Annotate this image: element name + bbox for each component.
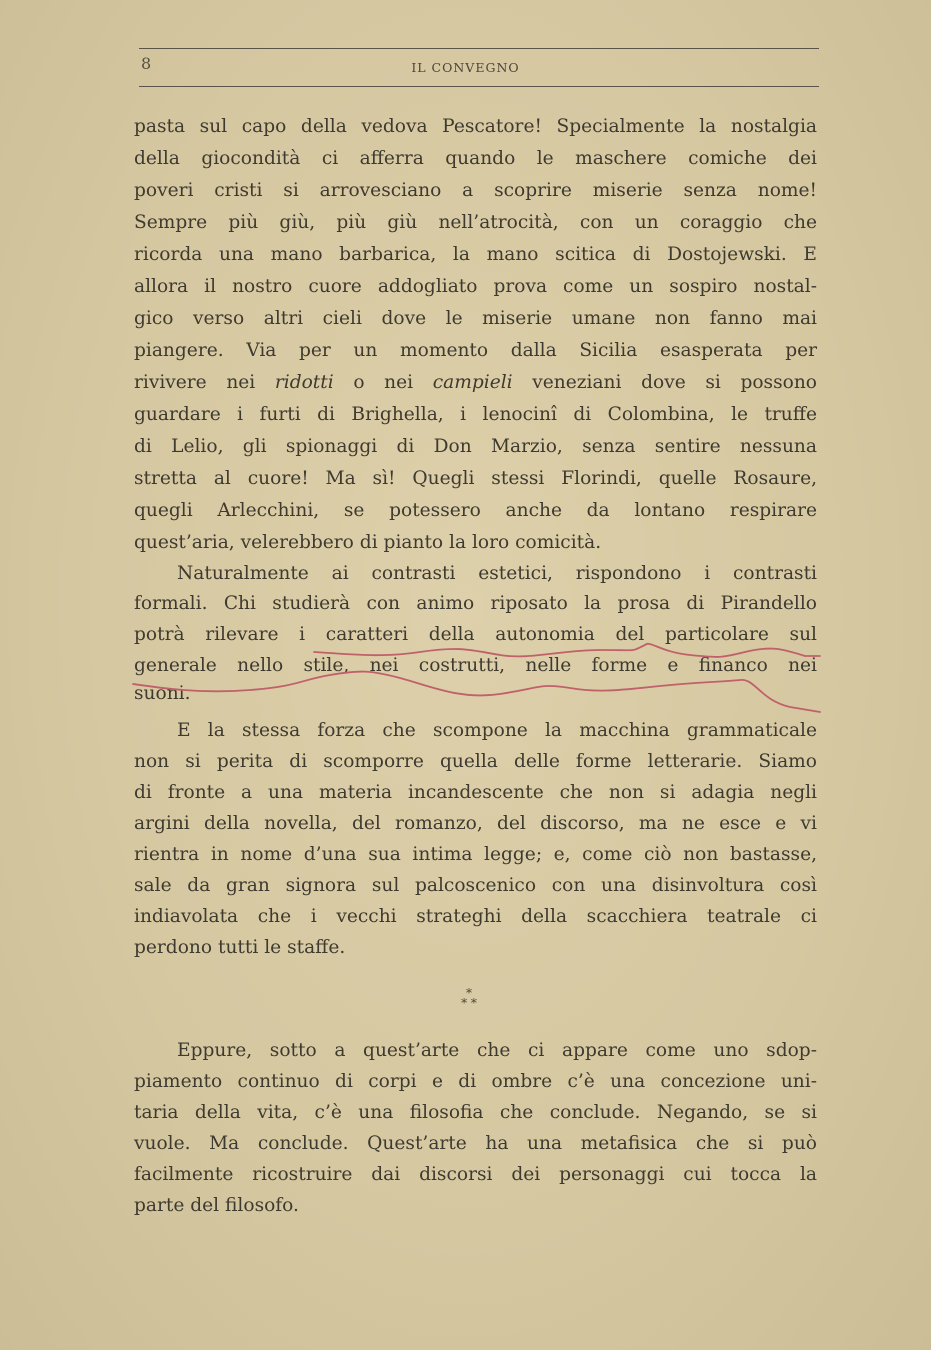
text-line: quegli Arlecchini, se potessero anche da lontano respirare xyxy=(134,500,817,521)
text-line: facilmente ricostruire dai discorsi dei personaggi cui tocca la xyxy=(134,1164,817,1185)
text-line: vuole. Ma conclude. Quest’arte ha una metafisica che si può xyxy=(134,1133,817,1154)
text-line: indiavolata che i vecchi strateghi della scacchiera teatrale ci xyxy=(134,906,817,927)
page-number: 8 xyxy=(141,54,152,73)
text-line: formali. Chi studierà con animo riposato la prosa di Pirandello xyxy=(134,593,817,614)
text-line: pasta sul capo della vedova Pescatore! Specialmente la nostalgia xyxy=(134,116,817,137)
italic-word-campieli: campieli xyxy=(432,372,513,393)
section-break-asterism xyxy=(449,988,489,1008)
text-line: rientra in nome d’una sua intima legge; e, come ciò non bastasse, xyxy=(134,844,817,865)
text-line: poveri cristi si arrovesciano a scoprire miserie senza nome! xyxy=(134,180,817,201)
text-line: Naturalmente ai contrasti estetici, rispondono i contrasti xyxy=(177,563,817,584)
text-line: suoni. xyxy=(134,683,191,704)
asterism-top: * xyxy=(466,986,472,1000)
running-head: IL CONVEGNO xyxy=(411,60,520,75)
italic-word-ridotti: ridotti xyxy=(274,372,334,393)
text-line-with-italics xyxy=(134,368,817,398)
text-line: generale nello stile, nei costrutti, nelle forme e financo nei xyxy=(134,655,817,676)
text-line: gico verso altri cieli dove le miserie umane non fanno mai xyxy=(134,308,817,329)
text-line: della giocondità ci afferra quando le maschere comiche dei xyxy=(134,148,817,169)
text-line: guardare i furti di Brighella, i lenocinî di Colombina, le truffe xyxy=(134,404,817,425)
text-line: Sempre più giù, più giù nell’atrocità, con un coraggio che xyxy=(134,212,817,233)
asterism-bottom: * * xyxy=(461,996,477,1010)
text-line: sale da gran signora sul palcoscenico con una disinvoltura così xyxy=(134,875,817,896)
text-line: non si perita di scomporre quella delle forme letterarie. Siamo xyxy=(134,751,817,772)
text-line: piamento continuo di corpi e di ombre c’è una concezione uni- xyxy=(134,1071,817,1092)
text-line: argini della novella, del romanzo, del discorso, ma ne esce e vi xyxy=(134,813,817,834)
text-line: di Lelio, gli spionaggi di Don Marzio, senza sentire nessuna xyxy=(134,436,817,457)
text-line: parte del filosofo. xyxy=(134,1195,299,1216)
text-line: perdono tutti le staffe. xyxy=(134,937,346,958)
text-line: piangere. Via per un momento dalla Sicilia esasperata per xyxy=(134,340,817,361)
text-line: ricorda una mano barbarica, la mano scitica di Dostojewski. E xyxy=(134,244,817,265)
text-run: rivivere nei xyxy=(134,372,275,393)
header-rule-bottom xyxy=(139,86,819,87)
text-line: taria della vita, c’è una filosofia che conclude. Negando, se si xyxy=(134,1102,817,1123)
text-line: allora il nostro cuore addogliato prova come un sospiro nostal- xyxy=(134,276,817,297)
header-rule-top xyxy=(139,48,819,49)
text-line: stretta al cuore! Ma sì! Quegli stessi Florindi, quelle Rosaure, xyxy=(134,468,817,489)
text-run: veneziani dove si possono xyxy=(512,372,817,393)
text-line: E la stessa forza che scompone la macchina grammaticale xyxy=(177,720,817,741)
text-line: quest’aria, velerebbero di pianto la loro comicità. xyxy=(134,532,602,553)
text-run: o nei xyxy=(333,372,433,393)
text-line: di fronte a una materia incandescente che non si adagia negli xyxy=(134,782,817,803)
text-line: Eppure, sotto a quest’arte che ci appare come uno sdop- xyxy=(177,1040,817,1061)
text-line: potrà rilevare i caratteri della autonomia del particolare sul xyxy=(134,624,817,645)
